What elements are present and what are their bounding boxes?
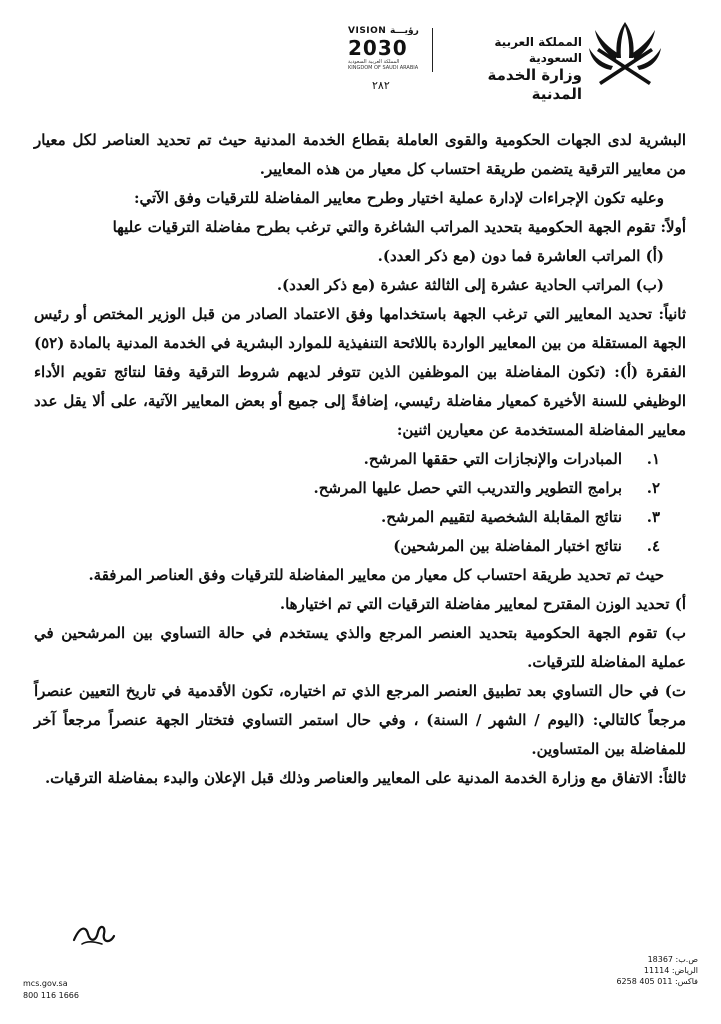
letter-body (34, 126, 686, 793)
paragraph-intro: البشرية لدى الجهات الحكومية والقوى العاملة بقطاع الخدمة المدنية حيث تم تحديد العناصر لكل معيار من معايير الترقية يتضمن طريقة احتساب كل معيار من هذه المعايير. (34, 131, 686, 178)
ministry-line-2: وزارة الخدمة المدنية (487, 66, 582, 103)
clause-second-label: ثانياً: (658, 305, 686, 323)
ministry-name (440, 34, 582, 104)
footer-contact-right (598, 954, 698, 987)
clause-second (34, 300, 686, 445)
clause-third-text: الاتفاق مع وزارة الخدمة المدنية على المعايير والعناصر وذلك قبل الإعلان والبدء بمفاضلة الترقيات. (44, 769, 659, 787)
list-item (34, 532, 686, 561)
header-divider (432, 28, 433, 72)
clause-first-b: (ب) المراتب الحادية عشرة إلى الثالثة عشرة (مع ذكر العدد). (276, 276, 664, 294)
fax-text: فاكس: 011 405 6258 (616, 977, 698, 986)
list-item-text: نتائج المقابلة الشخصية لتقييم المرشح. (380, 508, 622, 526)
clause-first-label: أولاً: (660, 218, 686, 236)
list-item-number: ٣. (646, 508, 660, 526)
list-item-text: برامج التطوير والتدريب التي حصل عليها المرشح. (313, 479, 622, 497)
clause-first (34, 213, 686, 242)
clause-third-label: ثالثاً: (658, 769, 686, 787)
clause-second-text: تحديد المعايير التي ترغب الجهة باستخدامها وفق الاعتماد الصادر من قبل الوزير المختص أو رئيس الجهة المستقلة من بين المعايير الواردة باللائحة التنفيذية للموارد البشرية في الخدمة المدنية بالمادة (٥٢) الفقرة (أ): (تكون المفاضلة بين الموظفين الذين تتوفر لديهم شروط الترقية وفقا لنتائج تقويم الأداء الوظيفي للسنة الأخيرة كمعيار مفاضلة رئيسي، إضافةً إلى جميع أو بعض المعايير الآتية، على ألا يقل عدد معايير المفاضلة المستخدمة عن معيارين اثنين: (34, 305, 686, 439)
list-item-text: المبادرات والإنجازات التي حققها المرشح. (363, 450, 622, 468)
list-item-number: ٤. (646, 537, 660, 555)
vision-sub-arabic: المملكة العربية السعودية (348, 59, 400, 65)
list-item (34, 474, 686, 503)
list-item-number: ١. (646, 450, 660, 468)
list-item-text: نتائج اختبار المفاضلة بين المرشحين) (393, 537, 622, 555)
footer-contact-left (23, 978, 79, 1002)
clause-third (34, 764, 686, 793)
page-reference: ٢٨٢ (372, 79, 390, 92)
clause-first-a: (أ) المراتب العاشرة فما دون (مع ذكر العدد). (377, 247, 664, 265)
clause-first-text: تقوم الجهة الحكومية بتحديد المراتب الشاغرة والتي ترغب بطرح مفاضلة الترقيات عليها (112, 218, 661, 236)
sub-clause-b: ب) تقوم الجهة الحكومية بتحديد العنصر المرجع والذي يستخدم في حالة التساوي بين المرشحين في عملية المفاضلة للترقيات. (34, 624, 686, 671)
vision-2030-logo (348, 26, 428, 76)
paragraph-procedures: وعليه تكون الإجراءات لإدارة عملية اختيار وطرح معايير المفاضلة للترقيات وفق الآتي: (133, 189, 664, 207)
vision-number: 2030 (348, 36, 408, 60)
ministry-line-1: المملكة العربية السعودية (494, 35, 582, 65)
list-item (34, 503, 686, 532)
vision-english: VISION (348, 26, 387, 36)
sub-clause-c: ت) في حال التساوي بعد تطبيق العنصر المرجع الذي تم اختياره، تكون الأقدمية في تاريخ التعيين عنصراً مرجعاً كالتالي: (اليوم / الشهر / السنة) ، وفي حال استمر التساوي فتختار الجهة عنصراً مرجعاً آخر للمفاضلة بين المتساوين. (34, 682, 686, 758)
city-text: الرياض: 11114 (643, 966, 698, 975)
vision-sub-english: KINGDOM OF SAUDI ARABIA (348, 65, 419, 71)
saudi-emblem-icon (585, 18, 665, 88)
po-box-text: ص.ب: 18367 (647, 955, 698, 964)
list-item-number: ٢. (646, 479, 660, 497)
phone-text: 800 116 1666 (23, 991, 79, 1000)
sub-clause-a: أ) تحديد الوزن المقترح لمعايير مفاضلة الترقيات التي تم اختيارها. (279, 595, 686, 613)
list-item (34, 445, 686, 474)
signature-icon (70, 920, 118, 948)
website-text: mcs.gov.sa (23, 979, 68, 988)
letterhead (0, 0, 721, 103)
vision-arabic: رؤيـــة (389, 26, 419, 36)
paragraph-calculation: حيث تم تحديد طريقة احتساب كل معيار من معايير المفاضلة للترقيات وفق العناصر المرفقة. (88, 566, 664, 584)
